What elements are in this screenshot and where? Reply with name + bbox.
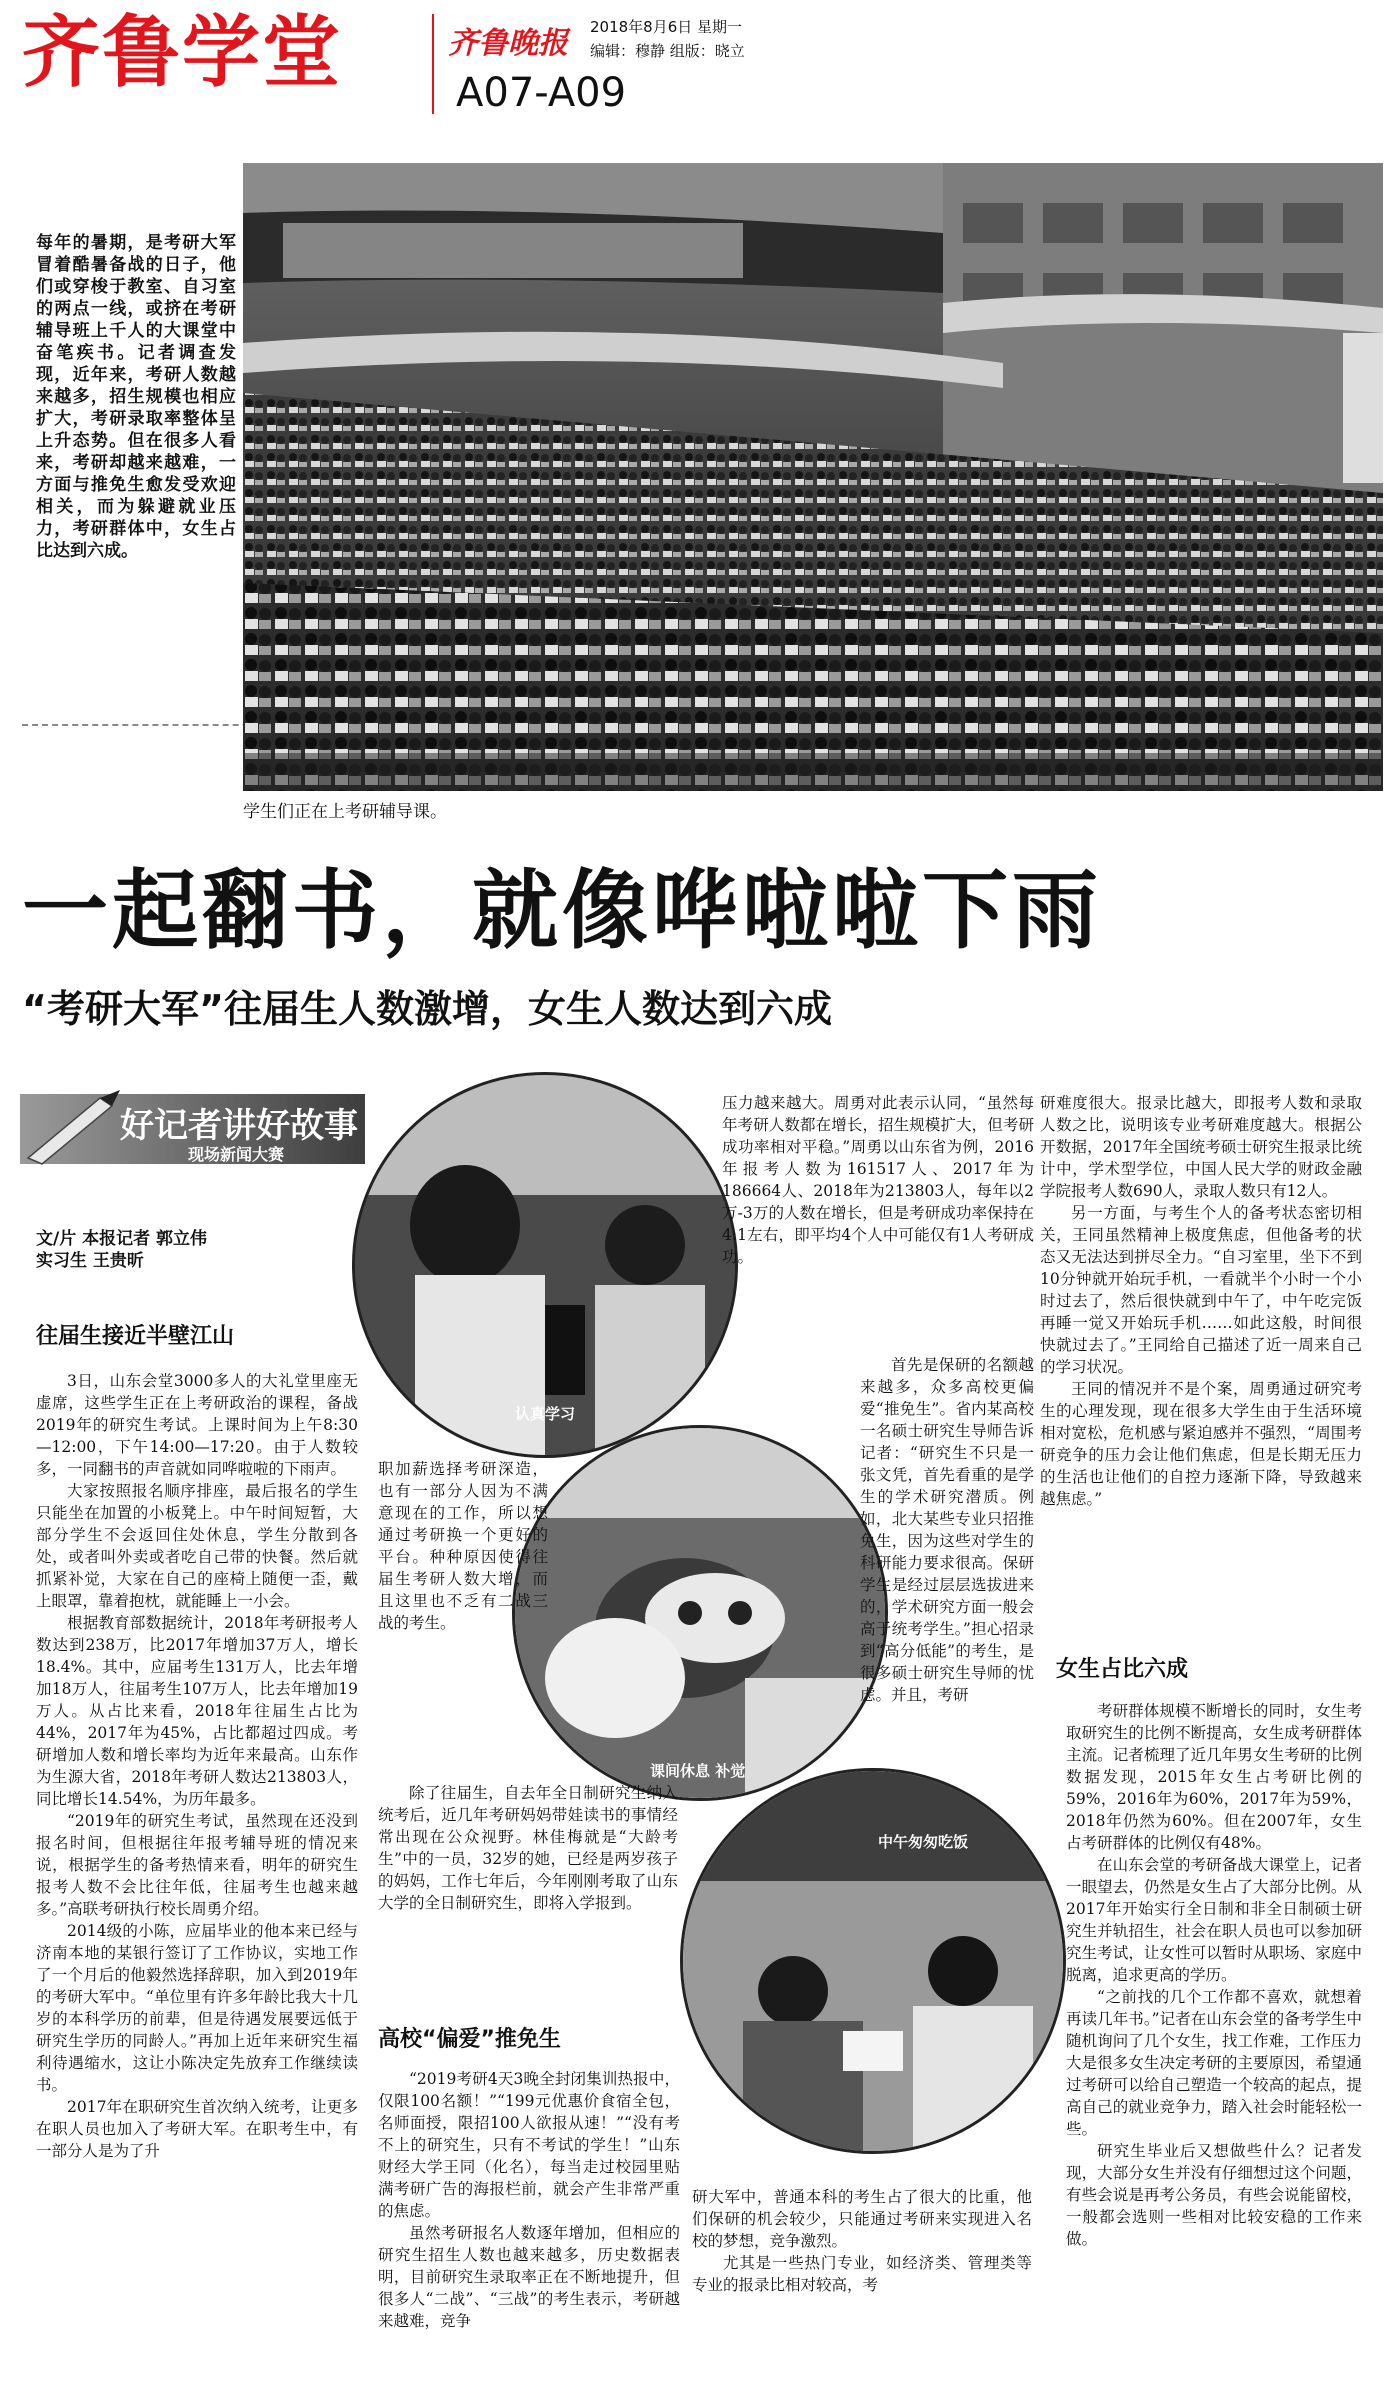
- paragraph: “之前找的几个工作都不喜欢，就想着再读几年书。”记者在山东会堂的备考学生中随机询问了几个女生，找工作难，工作压力大是很多女生决定考研的主要原因，希望通过考研可以给自己塑造一个较高的起点，提高自己的就业竞争力，踏入社会时能轻松一些。: [1066, 1988, 1362, 2138]
- section-title: 齐鲁学堂: [22, 8, 343, 98]
- paragraph: 研大军中，普通本科的考生占了很大的比重，他们保研的机会较少，只能通过考研来实现进入名校的梦想，竞争激烈。: [692, 2188, 1032, 2250]
- headline: 一起翻书，就像哗啦啦下雨: [22, 861, 1102, 961]
- paragraph: 大家按照报名顺序排座，最后报名的学生只能坐在加置的小板凳上。中午时间短暂，大部分学生不会返回住处休息，学生分散到各处，或者叫外卖或者吃自己带的快餐。然后就抓紧补觉，大家在自己的座椅上随便一歪，戴上眼罩，靠着抱枕，就能睡上一小会。: [36, 1482, 358, 1610]
- masthead-divider: [432, 14, 434, 114]
- paragraph: 研究生毕业后又想做些什么？记者发现，大部分女生并没有仔细想过这个问题，有些会说是再考公务员，有些会说能留校，一般都会选则一些相对比较安稳的工作来做。: [1066, 2142, 1362, 2248]
- photo-caption-studying: 认真学习: [515, 1405, 576, 1423]
- article-column-2a: [378, 1458, 548, 1634]
- paper-logo: 齐鲁晚报: [448, 26, 568, 61]
- photo-caption-napping: 课间休息 补觉: [650, 1762, 746, 1780]
- editors-line: 编辑：穆静 组版：晓立: [590, 42, 745, 60]
- paragraph: 3日，山东会堂3000多人的大礼堂里座无虚席，这些学生正在上考研政治的课程，备战2019年的研究生考试。上课时间为上午8:30—12:00，下午14:00—17:20。由于人数较多，一同翻书的声音就如同哗啦啦的下雨声。: [36, 1372, 358, 1478]
- lecture-hall-photo: [243, 163, 1383, 791]
- section-heading-1: 往届生接近半壁江山: [36, 1324, 235, 1349]
- article-column-1: [36, 1370, 358, 2162]
- subheadline: “考研大军”往届生人数激增，女生人数达到六成: [22, 987, 832, 1031]
- article-column-3a: [722, 1092, 1034, 1268]
- paragraph: 考研群体规模不断增长的同时，女生考取研究生的比例不断提高，女生成考研群体主流。记者梳理了近几年男女生考研的比例数据发现，2015年女生占考研比例的59%，2016年为60%，2017年为59%，2018年仍然为60%。但在2007年，女生占考研群体的比例仅有48%。: [1066, 1702, 1362, 1852]
- column-badge-title: 好记者讲好故事: [120, 1106, 358, 1146]
- section-heading-3: 女生占比六成: [1056, 1657, 1189, 1682]
- paragraph: 尤其是一些热门专业，如经济类、管理类等专业的报录比相对较高，考: [692, 2254, 1032, 2294]
- paragraph: 2017年在职研究生首次纳入统考，让更多在职人员也加入了考研大军。在职考生中，有一部分人是为了升: [36, 2098, 358, 2160]
- issue-date: 2018年8月6日 星期一: [590, 18, 743, 36]
- photo-lunch: [680, 1768, 1066, 2154]
- paragraph: 压力越来越大。周勇对此表示认同，“虽然每年考研人数都在增长，招生规模扩大，但考研成功率相对平稳。”周勇以山东省为例，2016年报考人数为161517人、2017年为186664人、2018年为213803人，每年以2万-3万的人数在增长，但是考研成功率保持在4:1左右，即平均4个人中可能仅有1人考研成功。: [722, 1094, 1034, 1266]
- paragraph: 根据教育部数据统计，2018年考研报考人数达到238万，比2017年增加37万人，增长18.4%。其中，应届考生131万人，比去年增加18万人，往届考生107万人，比去年增加19万人。从占比来看，2018年往届生占比为44%，2017年为45%，占比都超过四成。考研增加人数和增长率均为近年来最高。山东作为生源大省，2018年考研人数达213803人，同比增长14.54%，为历年最多。: [36, 1614, 358, 1808]
- paragraph: 另一方面，与考生个人的备考状态密切相关，王同虽然精神上极度焦虑，但他备考的状态又无法达到拼尽全力。“自习室里，坐下不到10分钟就开始玩手机，一看就半个小时一个小时过去了，然后很快就到中午了，中午吃完饭再睡一觉又开始玩手机……如此这般，时间很快就过去了。”王同给自己描述了近一周来自己的学习状况。: [1040, 1204, 1362, 1376]
- photo-caption: 学生们正在上考研辅导课。: [243, 802, 447, 822]
- photo-caption-lunch: 中午匆匆吃饭: [878, 1833, 969, 1851]
- paragraph: “2019考研4天3晚全封闭集训热报中，仅限100名额！”“199元优惠价食宿全包，名师面授，限招100人欲报从速！”“没有考不上的研究生，只有不考试的学生！”山东财经大学王同（化名），每当走过校园里贴满考研广告的海报栏前，就会产生非常严重的焦虑。: [378, 2070, 680, 2220]
- byline-intern: 实习生 王贵昕: [36, 1251, 144, 1271]
- intro-paragraph: 每年的暑期，是考研大军冒着酷暑备战的日子，他们或穿梭于教室、自习室的两点一线，或挤在考研辅导班上千人的大课堂中奋笔疾书。记者调查发现，近年来，考研人数越来越多，招生规模也相应扩大，考研录取率整体呈上升态势。但在很多人看来，考研却越来越难，一方面与推免生愈发受欢迎相关，而为躲避就业压力，考研群体中，女生占比达到六成。: [36, 233, 236, 561]
- article-column-4b: [1066, 1700, 1362, 2250]
- paragraph: 职加薪选择考研深造，也有一部分人因为不满意现在的工作，所以想通过考研换一个更好的平台。种种原因使得往届生考研人数大增，而且这里也不乏有二战三战的考生。: [378, 1460, 548, 1632]
- article-column-2c: [378, 2068, 680, 2332]
- article-column-2b: [378, 1782, 678, 1914]
- byline: [36, 1228, 207, 1272]
- article-column-3c: [692, 2186, 1032, 2296]
- column-badge-subtitle: 现场新闻大赛: [188, 1145, 285, 1164]
- paragraph: 虽然考研报名人数逐年增加，但相应的研究生招生人数也越来越多，历史数据表明，目前研究生录取率正在不断地提升，但很多人“二战”、“三战”的考生表示，考研越来越难，竞争: [378, 2224, 680, 2330]
- page-range: A07-A09: [456, 70, 627, 116]
- paragraph: “2019年的研究生考试，虽然现在还没到报名时间，但根据往年报考辅导班的情况来说，根据学生的备考热情来看，明年的研究生报考人数不会比往年低，往届考生也越来越多。”高联考研执行校长周勇介绍。: [36, 1812, 358, 1918]
- article-column-4a: [1040, 1092, 1362, 1510]
- column-badge: [20, 1088, 365, 1170]
- photo-studying: [352, 1072, 738, 1458]
- section-heading-2: 高校“偏爱”推免生: [378, 2027, 561, 2052]
- paragraph: 除了往届生，自去年全日制研究生纳入统考后，近几年考研妈妈带娃读书的事情经常出现在公众视野。林佳梅就是“大龄考生”中的一员，32岁的她，已经是两岁孩子的妈妈，工作七年后，今年刚刚考取了山东大学的全日制研究生，即将入学报到。: [378, 1784, 678, 1912]
- paragraph: 在山东会堂的考研备战大课堂上，记者一眼望去，仍然是女生占了大部分比例。从2017年开始实行全日制和非全日制硕士研究生并轨招生，社会在职人员也可以参加研究生考试，让女性可以暂时从职场、家庭中脱离，追求更高的学历。: [1066, 1856, 1362, 1984]
- paragraph: 首先是保研的名额越来越多，众多高校更偏爱“推免生”。省内某高校一名硕士研究生导师告诉记者：“研究生不只是一张文凭，首先看重的是学生的学术研究潜质。例如，北大某些专业只招推免生，因为这些对学生的科研能力要求很高。保研学生是经过层层选拔进来的，学术研究方面一般会高于统考学生。”担心招录到“高分低能”的考生，是很多硕士研究生导师的忧虑。并且，考研: [860, 1356, 1034, 1704]
- paragraph: 研难度很大。报录比越大，即报考人数和录取人数之比，说明该专业考研难度越大。根据公开数据，2017年全国统考硕士研究生报录比统计中，学术型学位，中国人民大学的财政金融学院报考人数690人，录取人数只有12人。: [1040, 1094, 1362, 1200]
- byline-reporter: 文/片 本报记者 郭立伟: [36, 1229, 208, 1249]
- paragraph: 王同的情况并不是个案，周勇通过研究考生的心理发现，现在很多大学生由于生活环境相对宽松，危机感与紧迫感并不强烈，“周围考研竞争的压力会让他们焦虑，但是长期无压力的生活也让他们的自控力逐渐下降，导致越来越焦虑。”: [1040, 1380, 1362, 1508]
- photo-napping: [512, 1425, 888, 1801]
- article-column-3b: [860, 1354, 1034, 1706]
- paragraph: 2014级的小陈，应届毕业的他本来已经与济南本地的某银行签订了工作协议，实地工作了一个月后的他毅然选择辞职，加入到2019年的考研大军中。“单位里有许多年龄比我大十几岁的本科学历的前辈，但是待遇发展要远低于研究生学历的同龄人。”再加上近年来研究生福利待遇缩水，这让小陈决定先放弃工作继续读书。: [36, 1922, 358, 2094]
